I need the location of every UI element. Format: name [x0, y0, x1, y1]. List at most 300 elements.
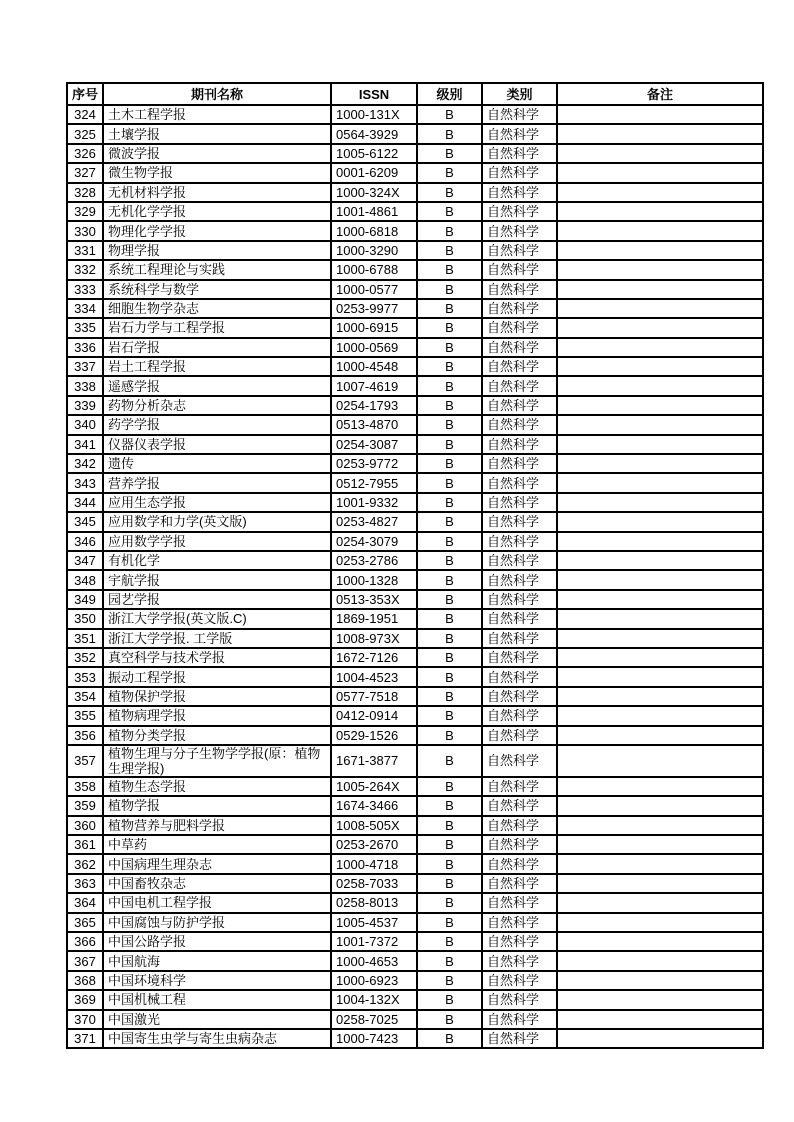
cell-issn: 1000-6788	[331, 260, 417, 279]
cell-level: B	[417, 473, 482, 492]
cell-issn: 0254-3079	[331, 532, 417, 551]
cell-name: 有机化学	[103, 551, 331, 570]
cell-issn: 0577-7518	[331, 687, 417, 706]
cell-category: 自然科学	[482, 745, 557, 777]
journal-table	[66, 82, 764, 1049]
cell-name: 中国航海	[103, 951, 331, 970]
cell-level: B	[417, 183, 482, 202]
cell-issn: 1008-973X	[331, 629, 417, 648]
cell-level: B	[417, 893, 482, 912]
cell-no: 333	[67, 280, 103, 299]
cell-category: 自然科学	[482, 241, 557, 260]
table-row	[67, 512, 763, 531]
cell-category: 自然科学	[482, 590, 557, 609]
cell-category: 自然科学	[482, 648, 557, 667]
cell-no: 340	[67, 415, 103, 434]
cell-issn: 0564-3929	[331, 124, 417, 143]
table-row	[67, 454, 763, 473]
journal-table-body	[67, 105, 763, 1048]
table-row	[67, 202, 763, 221]
cell-issn: 0253-2786	[331, 551, 417, 570]
table-row	[67, 667, 763, 686]
cell-issn: 1000-6818	[331, 221, 417, 240]
table-row	[67, 318, 763, 337]
table-row	[67, 338, 763, 357]
cell-name: 物理学报	[103, 241, 331, 260]
column-header-name: 期刊名称	[103, 83, 331, 105]
cell-issn: 1000-324X	[331, 183, 417, 202]
cell-category: 自然科学	[482, 105, 557, 124]
cell-issn: 0253-2670	[331, 835, 417, 854]
cell-issn: 0258-8013	[331, 893, 417, 912]
cell-issn: 1004-132X	[331, 990, 417, 1009]
cell-issn: 0253-4827	[331, 512, 417, 531]
cell-no: 364	[67, 893, 103, 912]
cell-category: 自然科学	[482, 280, 557, 299]
cell-category: 自然科学	[482, 415, 557, 434]
table-row	[67, 376, 763, 395]
cell-level: B	[417, 913, 482, 932]
cell-category: 自然科学	[482, 454, 557, 473]
cell-note	[557, 493, 763, 512]
cell-level: B	[417, 105, 482, 124]
cell-name: 土壤学报	[103, 124, 331, 143]
cell-name: 中国电机工程学报	[103, 893, 331, 912]
cell-no: 354	[67, 687, 103, 706]
cell-issn: 0258-7033	[331, 874, 417, 893]
cell-note	[557, 816, 763, 835]
table-row	[67, 435, 763, 454]
cell-category: 自然科学	[482, 687, 557, 706]
cell-level: B	[417, 338, 482, 357]
table-row	[67, 971, 763, 990]
cell-issn: 1000-4653	[331, 951, 417, 970]
cell-name: 微生物学报	[103, 163, 331, 182]
cell-level: B	[417, 532, 482, 551]
cell-note	[557, 124, 763, 143]
cell-no: 326	[67, 144, 103, 163]
cell-no: 366	[67, 932, 103, 951]
cell-issn: 0412-0914	[331, 706, 417, 725]
table-row	[67, 745, 763, 777]
cell-issn: 1000-6923	[331, 971, 417, 990]
cell-level: B	[417, 124, 482, 143]
cell-issn: 1000-4718	[331, 854, 417, 873]
table-row	[67, 1029, 763, 1048]
cell-name: 微波学报	[103, 144, 331, 163]
cell-note	[557, 551, 763, 570]
cell-category: 自然科学	[482, 144, 557, 163]
cell-issn: 0253-9772	[331, 454, 417, 473]
cell-category: 自然科学	[482, 971, 557, 990]
table-row	[67, 816, 763, 835]
cell-name: 中国腐蚀与防护学报	[103, 913, 331, 932]
table-row	[67, 551, 763, 570]
column-header-no: 序号	[67, 83, 103, 105]
cell-name: 遗传	[103, 454, 331, 473]
table-row	[67, 777, 763, 796]
cell-name: 药学学报	[103, 415, 331, 434]
cell-note	[557, 629, 763, 648]
cell-no: 371	[67, 1029, 103, 1048]
cell-no: 361	[67, 835, 103, 854]
cell-no: 329	[67, 202, 103, 221]
cell-note	[557, 318, 763, 337]
cell-level: B	[417, 415, 482, 434]
cell-no: 351	[67, 629, 103, 648]
cell-note	[557, 893, 763, 912]
cell-note	[557, 706, 763, 725]
cell-no: 327	[67, 163, 103, 182]
cell-note	[557, 951, 763, 970]
cell-note	[557, 396, 763, 415]
cell-level: B	[417, 609, 482, 628]
cell-issn: 1001-4861	[331, 202, 417, 221]
cell-level: B	[417, 835, 482, 854]
cell-level: B	[417, 932, 482, 951]
cell-no: 362	[67, 854, 103, 873]
cell-level: B	[417, 221, 482, 240]
cell-level: B	[417, 816, 482, 835]
cell-name: 中国寄生虫学与寄生虫病杂志	[103, 1029, 331, 1048]
cell-no: 357	[67, 745, 103, 777]
cell-issn: 0253-9977	[331, 299, 417, 318]
cell-category: 自然科学	[482, 796, 557, 815]
cell-name: 中国激光	[103, 1010, 331, 1029]
cell-issn: 1869-1951	[331, 609, 417, 628]
cell-category: 自然科学	[482, 221, 557, 240]
cell-no: 341	[67, 435, 103, 454]
table-row	[67, 726, 763, 745]
table-row	[67, 241, 763, 260]
cell-name: 系统工程理论与实践	[103, 260, 331, 279]
table-row	[67, 396, 763, 415]
cell-name: 岩石学报	[103, 338, 331, 357]
table-row	[67, 124, 763, 143]
cell-level: B	[417, 260, 482, 279]
cell-note	[557, 280, 763, 299]
cell-name: 中国机械工程	[103, 990, 331, 1009]
cell-name: 中国畜牧杂志	[103, 874, 331, 893]
cell-category: 自然科学	[482, 629, 557, 648]
table-row	[67, 144, 763, 163]
table-row	[67, 357, 763, 376]
cell-name: 营养学报	[103, 473, 331, 492]
table-row	[67, 629, 763, 648]
table-row	[67, 493, 763, 512]
cell-level: B	[417, 163, 482, 182]
cell-no: 348	[67, 570, 103, 589]
cell-issn: 1004-4523	[331, 667, 417, 686]
cell-category: 自然科学	[482, 777, 557, 796]
cell-level: B	[417, 512, 482, 531]
cell-no: 347	[67, 551, 103, 570]
cell-issn: 1005-264X	[331, 777, 417, 796]
cell-level: B	[417, 726, 482, 745]
cell-level: B	[417, 376, 482, 395]
cell-issn: 1000-0569	[331, 338, 417, 357]
cell-category: 自然科学	[482, 951, 557, 970]
cell-no: 350	[67, 609, 103, 628]
cell-note	[557, 667, 763, 686]
cell-level: B	[417, 144, 482, 163]
cell-no: 331	[67, 241, 103, 260]
cell-note	[557, 532, 763, 551]
column-header-note: 备注	[557, 83, 763, 105]
cell-level: B	[417, 629, 482, 648]
cell-note	[557, 105, 763, 124]
cell-no: 328	[67, 183, 103, 202]
cell-note	[557, 357, 763, 376]
cell-category: 自然科学	[482, 609, 557, 628]
cell-note	[557, 854, 763, 873]
cell-issn: 1000-3290	[331, 241, 417, 260]
cell-category: 自然科学	[482, 551, 557, 570]
cell-level: B	[417, 990, 482, 1009]
cell-category: 自然科学	[482, 874, 557, 893]
table-row	[67, 648, 763, 667]
table-row	[67, 990, 763, 1009]
table-row	[67, 913, 763, 932]
cell-note	[557, 1029, 763, 1048]
cell-name: 植物营养与肥料学报	[103, 816, 331, 835]
cell-category: 自然科学	[482, 473, 557, 492]
cell-name: 植物病理学报	[103, 706, 331, 725]
cell-no: 360	[67, 816, 103, 835]
column-header-category: 类别	[482, 83, 557, 105]
cell-no: 352	[67, 648, 103, 667]
cell-issn: 1005-4537	[331, 913, 417, 932]
cell-issn: 0254-3087	[331, 435, 417, 454]
cell-note	[557, 570, 763, 589]
cell-issn: 0254-1793	[331, 396, 417, 415]
cell-note	[557, 144, 763, 163]
table-row	[67, 183, 763, 202]
table-row	[67, 796, 763, 815]
cell-no: 346	[67, 532, 103, 551]
cell-level: B	[417, 745, 482, 777]
cell-category: 自然科学	[482, 260, 557, 279]
cell-category: 自然科学	[482, 318, 557, 337]
column-header-issn: ISSN	[331, 83, 417, 105]
cell-category: 自然科学	[482, 435, 557, 454]
cell-level: B	[417, 551, 482, 570]
cell-no: 358	[67, 777, 103, 796]
cell-name: 中国病理生理杂志	[103, 854, 331, 873]
cell-name: 植物生态学报	[103, 777, 331, 796]
cell-name: 中国环境科学	[103, 971, 331, 990]
table-row	[67, 473, 763, 492]
cell-no: 355	[67, 706, 103, 725]
cell-issn: 1001-7372	[331, 932, 417, 951]
cell-note	[557, 202, 763, 221]
cell-level: B	[417, 777, 482, 796]
cell-no: 353	[67, 667, 103, 686]
cell-note	[557, 745, 763, 777]
cell-category: 自然科学	[482, 990, 557, 1009]
table-row	[67, 609, 763, 628]
cell-category: 自然科学	[482, 376, 557, 395]
cell-name: 药物分析杂志	[103, 396, 331, 415]
cell-category: 自然科学	[482, 816, 557, 835]
cell-name: 细胞生物学杂志	[103, 299, 331, 318]
cell-no: 336	[67, 338, 103, 357]
cell-note	[557, 415, 763, 434]
cell-category: 自然科学	[482, 493, 557, 512]
cell-level: B	[417, 687, 482, 706]
cell-category: 自然科学	[482, 913, 557, 932]
table-row	[67, 260, 763, 279]
header-row	[67, 83, 763, 105]
table-row	[67, 570, 763, 589]
cell-issn: 1000-1328	[331, 570, 417, 589]
cell-level: B	[417, 971, 482, 990]
table-row	[67, 893, 763, 912]
table-row	[67, 687, 763, 706]
cell-no: 359	[67, 796, 103, 815]
cell-level: B	[417, 280, 482, 299]
table-row	[67, 706, 763, 725]
cell-issn: 0001-6209	[331, 163, 417, 182]
table-row	[67, 163, 763, 182]
cell-name: 中国公路学报	[103, 932, 331, 951]
cell-category: 自然科学	[482, 124, 557, 143]
cell-name: 遥感学报	[103, 376, 331, 395]
cell-no: 345	[67, 512, 103, 531]
cell-issn: 0513-4870	[331, 415, 417, 434]
cell-issn: 1008-505X	[331, 816, 417, 835]
cell-note	[557, 609, 763, 628]
cell-name: 植物保护学报	[103, 687, 331, 706]
cell-note	[557, 990, 763, 1009]
cell-issn: 1007-4619	[331, 376, 417, 395]
cell-category: 自然科学	[482, 512, 557, 531]
cell-note	[557, 435, 763, 454]
cell-no: 330	[67, 221, 103, 240]
cell-note	[557, 183, 763, 202]
cell-issn: 1005-6122	[331, 144, 417, 163]
cell-name: 浙江大学学报. 工学版	[103, 629, 331, 648]
cell-no: 368	[67, 971, 103, 990]
table-row	[67, 532, 763, 551]
cell-category: 自然科学	[482, 726, 557, 745]
table-row	[67, 105, 763, 124]
cell-issn: 1000-7423	[331, 1029, 417, 1048]
cell-note	[557, 163, 763, 182]
cell-issn: 1000-131X	[331, 105, 417, 124]
cell-note	[557, 913, 763, 932]
cell-no: 325	[67, 124, 103, 143]
cell-note	[557, 835, 763, 854]
cell-category: 自然科学	[482, 338, 557, 357]
cell-category: 自然科学	[482, 932, 557, 951]
cell-level: B	[417, 493, 482, 512]
cell-name: 无机材料学报	[103, 183, 331, 202]
cell-issn: 1001-9332	[331, 493, 417, 512]
cell-category: 自然科学	[482, 357, 557, 376]
cell-level: B	[417, 570, 482, 589]
cell-level: B	[417, 648, 482, 667]
cell-category: 自然科学	[482, 854, 557, 873]
cell-no: 363	[67, 874, 103, 893]
cell-no: 337	[67, 357, 103, 376]
cell-no: 365	[67, 913, 103, 932]
cell-note	[557, 590, 763, 609]
cell-name: 植物生理与分子生物学学报(原：植物生理学报)	[103, 745, 331, 777]
cell-name: 应用生态学报	[103, 493, 331, 512]
cell-level: B	[417, 1029, 482, 1048]
cell-name: 植物学报	[103, 796, 331, 815]
cell-category: 自然科学	[482, 163, 557, 182]
cell-issn: 0258-7025	[331, 1010, 417, 1029]
cell-category: 自然科学	[482, 667, 557, 686]
cell-level: B	[417, 435, 482, 454]
cell-note	[557, 687, 763, 706]
table-row	[67, 221, 763, 240]
cell-category: 自然科学	[482, 202, 557, 221]
cell-level: B	[417, 241, 482, 260]
cell-level: B	[417, 1010, 482, 1029]
cell-name: 岩土工程学报	[103, 357, 331, 376]
cell-name: 仪器仪表学报	[103, 435, 331, 454]
cell-note	[557, 241, 763, 260]
cell-note	[557, 1010, 763, 1029]
table-row	[67, 932, 763, 951]
cell-category: 自然科学	[482, 893, 557, 912]
cell-no: 324	[67, 105, 103, 124]
cell-name: 宇航学报	[103, 570, 331, 589]
cell-name: 植物分类学报	[103, 726, 331, 745]
cell-level: B	[417, 590, 482, 609]
table-row	[67, 951, 763, 970]
cell-issn: 0513-353X	[331, 590, 417, 609]
cell-name: 真空科学与技术学报	[103, 648, 331, 667]
cell-level: B	[417, 667, 482, 686]
table-row	[67, 854, 763, 873]
cell-name: 振动工程学报	[103, 667, 331, 686]
cell-no: 335	[67, 318, 103, 337]
cell-name: 无机化学学报	[103, 202, 331, 221]
cell-level: B	[417, 202, 482, 221]
cell-no: 332	[67, 260, 103, 279]
cell-level: B	[417, 796, 482, 815]
cell-note	[557, 473, 763, 492]
cell-note	[557, 777, 763, 796]
cell-category: 自然科学	[482, 1010, 557, 1029]
cell-issn: 1000-4548	[331, 357, 417, 376]
cell-issn: 1000-6915	[331, 318, 417, 337]
table-row	[67, 415, 763, 434]
cell-issn: 0529-1526	[331, 726, 417, 745]
cell-name: 岩石力学与工程学报	[103, 318, 331, 337]
cell-name: 土木工程学报	[103, 105, 331, 124]
cell-issn: 1671-3877	[331, 745, 417, 777]
cell-issn: 1674-3466	[331, 796, 417, 815]
cell-name: 物理化学学报	[103, 221, 331, 240]
table-row	[67, 835, 763, 854]
cell-no: 367	[67, 951, 103, 970]
cell-no: 334	[67, 299, 103, 318]
cell-category: 自然科学	[482, 835, 557, 854]
cell-no: 343	[67, 473, 103, 492]
cell-no: 344	[67, 493, 103, 512]
cell-note	[557, 796, 763, 815]
cell-category: 自然科学	[482, 396, 557, 415]
cell-note	[557, 299, 763, 318]
cell-no: 349	[67, 590, 103, 609]
cell-category: 自然科学	[482, 570, 557, 589]
cell-note	[557, 512, 763, 531]
